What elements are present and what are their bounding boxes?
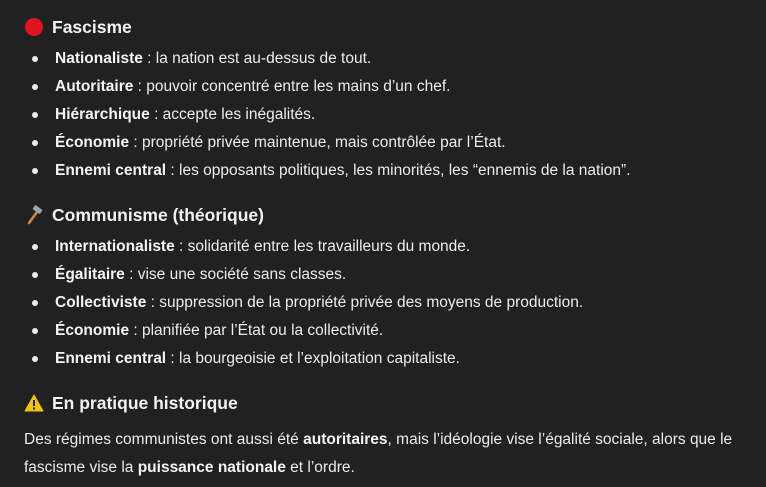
- list-fascisme: [24, 49, 754, 189]
- list-item-term: Égalitaire: [55, 266, 125, 283]
- warning-icon: [24, 393, 44, 413]
- list-item: [24, 237, 754, 265]
- list-item-term: Ennemi central: [55, 162, 167, 179]
- list-item: [24, 265, 754, 293]
- heading-communisme-label: Communisme (théorique): [52, 204, 264, 225]
- heading-pratique-label: En pratique historique: [52, 392, 238, 413]
- paragraph-text: , mais l’idéologie vise l’égalité sociale, alors que le fascisme vise la: [24, 431, 733, 476]
- list-item: [24, 49, 754, 77]
- paragraph-bold: puissance nationale: [137, 459, 286, 476]
- list-item-text: : accepte les inégalités.: [149, 106, 316, 123]
- list-item-text: : les opposants politiques, les minorités, les “ennemis de la nation”.: [166, 162, 631, 179]
- list-item: [24, 321, 754, 349]
- list-item-text: : suppression de la propriété privée des moyens de production.: [146, 294, 584, 311]
- list-item-term: Économie: [55, 134, 130, 151]
- red-circle-icon: [24, 17, 44, 37]
- list-item-text: : la bourgeoisie et l’exploitation capitaliste.: [166, 350, 460, 367]
- list-item-term: Économie: [55, 322, 130, 339]
- list-item-text: : vise une société sans classes.: [124, 266, 347, 283]
- list-item: [24, 133, 754, 161]
- heading-communisme: [24, 204, 264, 226]
- heading-fascisme-label: Fascisme: [52, 16, 132, 37]
- list-item-text: : solidarité entre les travailleurs du monde.: [174, 238, 471, 255]
- list-item: [24, 349, 754, 377]
- heading-fascisme: [24, 16, 132, 38]
- list-item-term: Autoritaire: [55, 78, 134, 95]
- list-item-term: Collectiviste: [55, 294, 147, 311]
- paragraph-text: Des régimes communistes ont aussi été: [24, 431, 304, 448]
- list-item: [24, 77, 754, 105]
- conclusion-paragraph: [24, 426, 754, 482]
- paragraph-bold: autoritaires: [303, 431, 388, 448]
- list-item: [24, 293, 754, 321]
- list-communisme: [24, 237, 754, 377]
- list-item-text: : propriété privée maintenue, mais contrôlée par l’État.: [129, 134, 506, 151]
- heading-pratique: [24, 392, 238, 414]
- list-item-term: Nationaliste: [55, 50, 143, 67]
- list-item-text: : planifiée par l’État ou la collectivité.: [129, 322, 384, 339]
- list-item-term: Hiérarchique: [55, 106, 150, 123]
- paragraph-text: et l’ordre.: [285, 459, 355, 476]
- hammer-icon: [24, 205, 44, 225]
- list-item: [24, 161, 754, 189]
- list-item: [24, 105, 754, 133]
- list-item-term: Ennemi central: [55, 350, 167, 367]
- list-item-text: : pouvoir concentré entre les mains d’un chef.: [133, 78, 451, 95]
- list-item-term: Internationaliste: [55, 238, 175, 255]
- list-item-text: : la nation est au-dessus de tout.: [142, 50, 372, 67]
